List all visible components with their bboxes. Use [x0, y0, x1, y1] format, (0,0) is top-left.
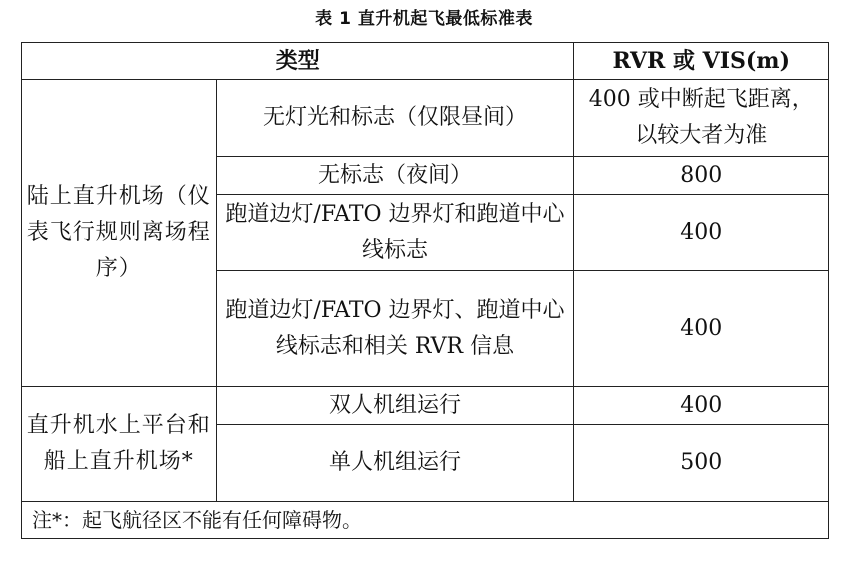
value-cell: 400 或中断起飞距离，以较大者为准: [574, 80, 829, 157]
condition-cell: 单人机组运行: [216, 425, 574, 502]
header-type: 类型: [22, 43, 574, 80]
table-note: 注*：起飞航径区不能有任何障碍物。: [22, 502, 829, 539]
value-cell: 800: [574, 157, 829, 195]
value-cell: 400: [574, 195, 829, 271]
condition-cell: 双人机组运行: [216, 387, 574, 425]
note-row: [22, 502, 829, 539]
group-label-land-heliport: 陆上直升机场（仪表飞行规则离场程序）: [22, 80, 217, 387]
condition-cell: 无标志（夜间）: [216, 157, 574, 195]
condition-cell: 无灯光和标志（仅限昼间）: [216, 80, 574, 157]
value-cell: 400: [574, 387, 829, 425]
group-label-offshore-heliport: 直升机水上平台和船上直升机场*: [22, 387, 217, 502]
condition-cell: 跑道边灯/FATO 边界灯、跑道中心线标志和相关 RVR 信息: [216, 271, 574, 387]
value-cell: 500: [574, 425, 829, 502]
table-row: [22, 387, 829, 425]
table-caption: 表 1 直升机起飞最低标准表: [315, 9, 533, 29]
takeoff-minimums-table: [21, 42, 829, 539]
condition-cell: 跑道边灯/FATO 边界灯和跑道中心线标志: [216, 195, 574, 271]
header-value: RVR 或 VIS(m): [574, 43, 829, 80]
header-row: [22, 43, 829, 80]
table-row: [22, 80, 829, 157]
value-cell: 400: [574, 271, 829, 387]
